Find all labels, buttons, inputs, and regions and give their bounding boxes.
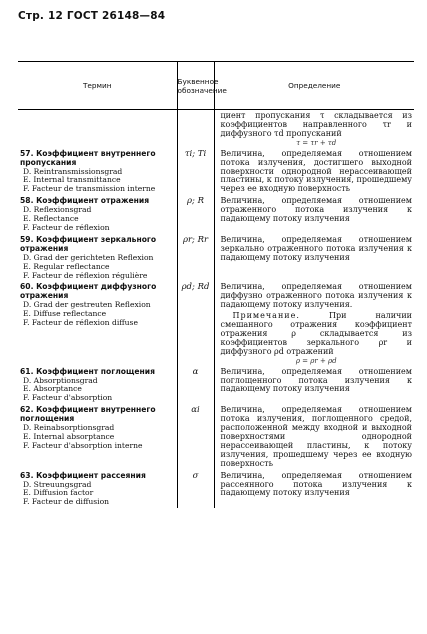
col-symbol-header: Буквенное обозначение bbox=[177, 62, 214, 110]
definition-cell bbox=[214, 366, 414, 405]
term-fr: F. Facteur de diffusion bbox=[23, 497, 110, 507]
definition-cell bbox=[214, 148, 414, 196]
col-term-header: Термин bbox=[18, 62, 177, 110]
term-title: 58. Коэффициент отражения bbox=[20, 196, 150, 206]
symbol-cell: σ bbox=[177, 470, 214, 509]
term-fr: F. Facteur de réflexion bbox=[23, 222, 110, 232]
definition-cell bbox=[214, 281, 414, 365]
term-cell bbox=[18, 234, 177, 282]
table-header-row bbox=[18, 62, 414, 110]
formula: ρ = ρr + ρd bbox=[295, 356, 337, 365]
definition-cell bbox=[214, 195, 414, 234]
term-de: D. Streuungsgrad bbox=[23, 479, 92, 489]
table-row bbox=[18, 281, 414, 365]
term-cell bbox=[18, 281, 177, 365]
definition-text: Величина, определяемая отношением потока излучения, достигшего выходной поверхности однородной нерассеивающей пластины, к потоку излучения, прошедшему через ее входную поверхность bbox=[220, 148, 412, 194]
definition-text: Величина, определяемая отношением рассеянного потока излучения к падающему потоку излучения bbox=[220, 470, 412, 498]
table-row bbox=[18, 404, 414, 469]
term-title: 61. Коэффициент поглощения bbox=[20, 366, 156, 376]
term-fr: F. Facteur d'absorption bbox=[23, 393, 113, 403]
term-fr: F. Facteur de transmission interne bbox=[23, 184, 156, 194]
definition-text: Величина, определяемая отношением отраженного потока излучения к падающему потоку излучения bbox=[220, 196, 412, 224]
term-title: 60. Коэффициент диффузного отражения bbox=[20, 282, 157, 301]
term-de: D. Grad der gerichteten Reflexion bbox=[23, 252, 154, 262]
term-de: D. Reflexionsgrad bbox=[23, 205, 92, 215]
definition-text: Величина, определяемая отношением потока излучения, поглощенного средой, расположенной между входной и выходной поверхностями однородной нерассеивающей пластины, к потоку излучения, прошедшему через ее входную поверхность bbox=[220, 405, 412, 468]
term-title: 59. Коэффициент зеркального отражения bbox=[20, 234, 157, 253]
table-row bbox=[18, 195, 414, 234]
symbol-cell: ρd; Rd bbox=[177, 281, 214, 365]
definition-cell bbox=[214, 470, 414, 509]
term-de: D. Absorptionsgrad bbox=[23, 375, 98, 385]
term-title: 63. Коэффициент рассеяния bbox=[20, 470, 146, 480]
page-header: Стр. 12 ГОСТ 26148—84 bbox=[18, 10, 166, 22]
term-de: D. Reintransmissionsgrad bbox=[23, 166, 123, 176]
term-de: D. Reinabsorptionsgrad bbox=[23, 423, 115, 433]
term-en: E. Regular reflectance bbox=[23, 261, 110, 271]
definition-cell bbox=[214, 404, 414, 469]
note bbox=[221, 312, 413, 357]
table-row bbox=[18, 110, 414, 148]
definition-text: Величина, определяемая отношением поглощенного потока излучения к падающему потоку излучения bbox=[220, 366, 412, 394]
note-text: При наличии смешанного отражения коэффициент отражения ρ складывается из коэффициентов зеркального ρr и диффузного ρd отражений bbox=[220, 311, 412, 356]
formula: τ = τr + τd bbox=[296, 138, 337, 147]
symbol-cell: αi bbox=[177, 404, 214, 469]
term-cell bbox=[18, 470, 177, 509]
term-title: 62. Коэффициент внутреннего поглощения bbox=[20, 405, 156, 424]
term-cell bbox=[18, 148, 177, 196]
term-de: D. Grad der gestreuten Reflexion bbox=[23, 300, 151, 310]
term-en: E. Reflectance bbox=[23, 214, 79, 224]
col-definition-header: Определение bbox=[214, 62, 414, 110]
term-en: E. Diffuse reflectance bbox=[23, 309, 107, 319]
symbol-cell: α bbox=[177, 366, 214, 405]
terms-table bbox=[18, 61, 414, 508]
term-cell bbox=[18, 366, 177, 405]
definition-text: Величина, определяемая отношением диффузно отраженного потока излучения к падающему потоку излучения. bbox=[220, 282, 412, 310]
symbol-cell: ρr; Rr bbox=[177, 234, 214, 282]
term-en: E. Diffusion factor bbox=[23, 488, 94, 498]
definition-continuation: циент пропускания τ складывается из коэффициентов направленного τr и диффузного τd пропусканий bbox=[220, 111, 412, 138]
term-fr: F. Facteur de réflexion régulière bbox=[23, 270, 148, 280]
term-en: E. Internal absorptance bbox=[23, 432, 115, 441]
term-title: 57. Коэффициент внутреннего пропускания bbox=[20, 148, 156, 167]
table-row bbox=[18, 470, 414, 509]
symbol-cell: τi; Ti bbox=[177, 148, 214, 196]
symbol-cell: ρ; R bbox=[177, 195, 214, 234]
term-fr: F. Facteur de réflexion diffuse bbox=[23, 318, 138, 328]
definition-text: Величина, определяемая отношением зеркально отраженного потока излучения к падающему потоку излучения bbox=[220, 234, 412, 262]
term-en: E. Absorptance bbox=[23, 384, 82, 394]
term-fr: F. Facteur d'absorption interne bbox=[23, 440, 143, 450]
table-row bbox=[18, 234, 414, 282]
table-row bbox=[18, 366, 414, 405]
note-label: Примечание. bbox=[232, 311, 300, 321]
term-cell bbox=[18, 195, 177, 234]
term-cell bbox=[18, 404, 177, 469]
term-en: E. Internal transmittance bbox=[23, 175, 121, 185]
table-row bbox=[18, 148, 414, 196]
definition-cell bbox=[214, 234, 414, 282]
